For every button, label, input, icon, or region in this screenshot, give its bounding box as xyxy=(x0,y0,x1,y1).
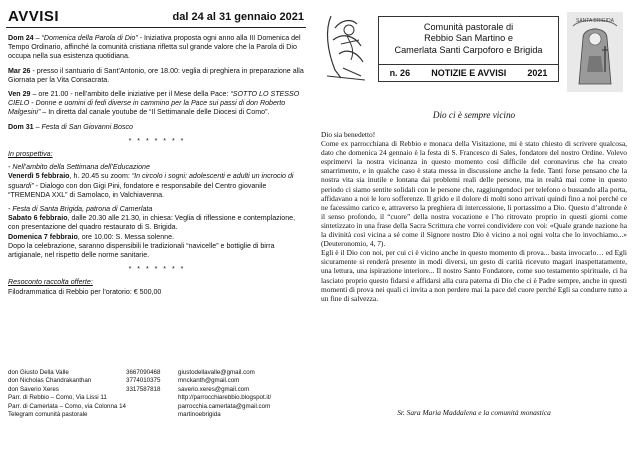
header-line-1: Comunità pastorale di xyxy=(423,22,514,32)
newsletter-page xyxy=(315,6,633,446)
prospettiva-heading: In prospettiva: xyxy=(8,150,53,159)
visitation-logo-icon xyxy=(321,10,371,82)
avvisi-dates: dal 24 al 31 gennaio 2021 xyxy=(172,11,304,23)
notice-ven29: Ven 29 – ore 21.00 - nell’ambito delle iniziative per il Mese della Pace: “SOTTO LO STESSO CIELO - Donne e uomini di fedi diverse in cammino per la Pace sui passi di don Roberto Malgesini” – In diretta dal canale youtube de “Il Settimanale delle Diocesi di Como”. xyxy=(8,90,300,117)
newsletter-header xyxy=(378,16,559,82)
resoconto-heading: Resoconto raccolta offerte: xyxy=(8,278,93,287)
notice-domenica: Domenica 7 febbraio, ore 10.00: S. Messa solenne. xyxy=(8,232,174,241)
avvisi-title: AVVISI xyxy=(8,8,60,25)
svg-text:SANTA BRIGIDA: SANTA BRIGIDA xyxy=(576,18,614,24)
issue-number: n. 26 xyxy=(389,68,411,78)
avvisi-page xyxy=(6,6,306,446)
issue-year: 2021 xyxy=(527,68,548,78)
letter-paragraph-2: Come ex parrocchiana di Rebbio e monaca della Visitazione, mi è stato chiesto di scrivere qualcosa, dato che domenica 24 gennaio è la festa di S. Francesco di Sales, fondatore del nostro Ordine. Volevo esprimervi la nostra vicinanza in questo momento così difficile del coronavirus che ha creato smarrimento, e in qualche caso è stata messa in discussione anche la fede. Tanti forse pensano che la nostra vita sia inutile e lontana dai problemi reali delle persone, ma in realtà mai come in questo periodo ci siamo sentite solidali con le persone che, raggiungendoci per telefono o bussando alla porta, affidavano a noi le loro sofferenze. Il grido e il dolore di molti sono arrivati quindi fino a noi perché ce ne facessimo carico e, attraverso la preghiera di intercessione, li portassimo a Dio. Questo d’altronde è il senso profondo, il “cuore” della nostra vocazione e l’ho ritrovato proprio in questi giorni come sintetizzato in una frase della Sacra Scrittura che vorrei condividere con voi: «Quale grande nazione ha la divinità così vicina a sé come il Signore nostro Dio è vicino a noi ogni volta che lo invochiamo...» (Deuteronomio, 4, 7). xyxy=(321,139,627,249)
festa-heading: - Festa di Santa Brigida, patrona di Camerlata xyxy=(8,205,153,214)
notice-venerdi: Venerdì 5 febbraio, h. 20.45 su zoom: “In circolo i sogni: adolescenti e adulti un incrocio di sguardi” - Dialogo con don Gigi Pini, fondatore e responsabile del Centro giovanile “TREMENDA XXL” di Samolaco, in Valchiavenna. xyxy=(8,172,294,199)
header-issue-bar xyxy=(379,64,558,81)
notice-dom31: Dom 31 – Festa di San Giovanni Bosco xyxy=(8,122,133,131)
contact-row: Telegram comunità pastorale martinoebrigida xyxy=(8,411,221,419)
separator-stars: * * * * * * * xyxy=(128,137,186,145)
saint-brigida-image xyxy=(567,12,623,92)
issue-notice: NOTIZIE E AVVISI xyxy=(431,68,507,78)
header-line-2: Rebbio San Martino e xyxy=(424,33,513,44)
filodrammatica-line: Filodrammatica di Rebbio per l’oratorio: € 500,00 xyxy=(8,287,162,296)
settimana-heading: - Nell’ambito della Settimana dell’Educazione xyxy=(8,163,150,172)
notice-sabato: Sabato 6 febbraio, dalle 20.30 alle 21.30, in chiesa: Veglia di riflessione e contemplazione, con presentazione del quadro restaurato di S. Brigida. xyxy=(8,214,296,232)
letter-title: Dio ci è sempre vicino xyxy=(432,110,516,120)
letter-body xyxy=(321,130,627,303)
header-line-3: Camerlata Santi Carpoforo e Brigida xyxy=(394,44,543,55)
notice-dom24: Dom 24 – “Domenica della Parola di Dio” - Iniziativa proposta ogni anno alla III Domenica del Tempo Ordinario, affinché la comunità cristiana rifletta sul grande valore che la Parola di Dio occupa nella sua esistenza quotidiana. xyxy=(8,34,301,61)
contact-row: Parr. di Rebbio – Como, Via Lissi 11 http://parrocchiarebbio.blogspot.it/ xyxy=(8,394,272,402)
contacts-table xyxy=(8,369,306,419)
separator-stars-2: * * * * * * * xyxy=(128,266,186,274)
contact-row: Parr. di Camerlata – Como, via Colonna 14 parrocchia.camerlata@gmail.com xyxy=(8,402,271,410)
contact-row: don Nicholas Chandrakanthan 3774010375 mnckanth@gmail.com xyxy=(8,377,240,385)
contact-row: don Saverio Xeres 3317587818 saverio.xeres@gmail.com xyxy=(8,385,250,393)
notice-mar26: Mar 26 - presso il santuario di Sant’Antonio, ore 18.00: veglia di preghiera in preparazione alla Giornata per la Vita Consacrata. xyxy=(8,66,304,84)
contact-row: don Giusto Della Valle 3667090468 giustodellavalle@gmail.com xyxy=(8,369,255,376)
avvisi-header xyxy=(6,8,306,28)
avvisi-body xyxy=(8,34,306,297)
letter-paragraph-1: Dio sia benedetto! xyxy=(321,130,376,139)
letter-paragraph-3: Egli è il Dio con noi, per cui ci è vicino anche in questo momento di prova... basta invocarlo… ed Egli sicuramente si renderà presente in modi diversi, un gesto di carità ricevuto magari inaspettatamente, una lettura, una ispirazione interiore... Il nostro Santo Fondatore, come suo testamento spirituale, ci ha lasciato proprio questo fidarsi e affidarsi alla cura paterna di Dio che ci è Padre sempre, anche in questi momenti di prova nei quali ci invita a non perdere mai la pace del cuore perché Egli sa condurre tutto a un fine di salvezza. xyxy=(321,248,627,303)
notice-domenica-detail: Dopo la celebrazione, saranno dispensibili le tradizionali “navicelle” e bottiglie di birra artigianale, nel rispetto delle norme sanitarie. xyxy=(8,241,275,260)
letter-signature: Sr. Sara Maria Maddalena e la comunità monastica xyxy=(397,408,551,417)
